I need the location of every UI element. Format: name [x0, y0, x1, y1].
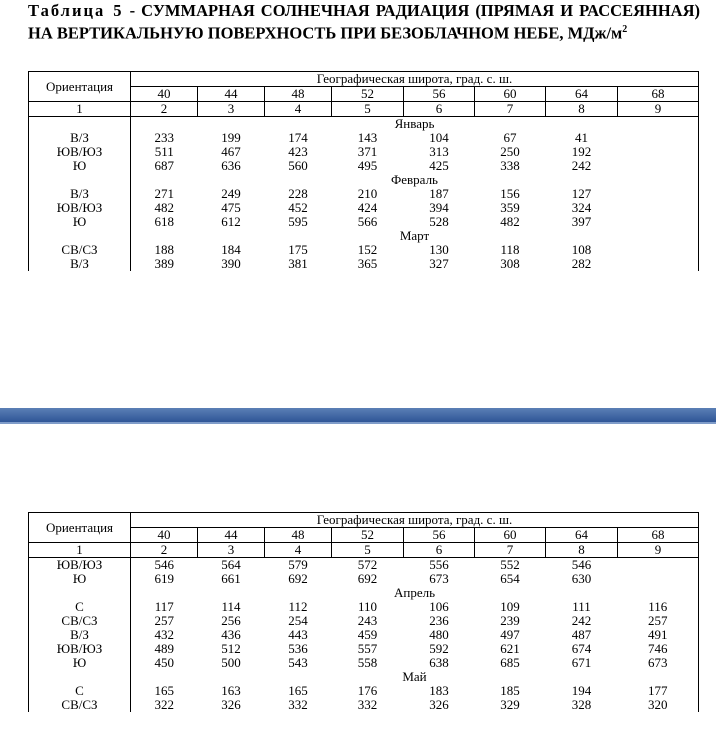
- table-caption: - СУММАРНАЯ СОЛНЕЧНАЯ РАДИАЦИЯ (ПРЯМАЯ И РАССЕЯННАЯ) НА ВЕРТИКАЛЬНУЮ ПОВЕРХНОСТЬ ПРИ БЕЗОБЛАЧНОМ НЕБЕ, МДж/м: [28, 1, 700, 43]
- value-cell: 177: [618, 684, 699, 698]
- latitude-cell: 60: [475, 87, 546, 102]
- value-cell: 257: [154, 613, 174, 628]
- table-row: [29, 642, 699, 656]
- table-label: Таблица 5: [28, 1, 124, 20]
- value-cell: 425: [429, 158, 449, 173]
- column-number-row: [29, 102, 699, 117]
- value-cell: 236: [429, 613, 449, 628]
- value-cell: 324: [571, 200, 592, 215]
- orientation-cell: С: [29, 600, 131, 614]
- value-cell: 194: [571, 683, 592, 698]
- table-title: [28, 1, 700, 43]
- column-number-cell: 2: [131, 543, 198, 558]
- value-cell: 546: [571, 557, 592, 572]
- latitude-cell: 44: [198, 87, 265, 102]
- value-cell: 176: [357, 683, 378, 698]
- orientation-cell: СВ/СЗ: [29, 243, 131, 257]
- table-row: [29, 159, 699, 173]
- table-row: [29, 215, 699, 229]
- value-cell: 450: [154, 655, 174, 670]
- value-cell: 579: [288, 557, 308, 572]
- value-cell: 108: [571, 242, 592, 257]
- value-cell: 110: [357, 599, 378, 614]
- column-number-cell: 1: [29, 102, 131, 117]
- value-cell: 156: [500, 186, 520, 201]
- value-cell: 185: [500, 683, 520, 698]
- value-cell: 257: [618, 614, 699, 628]
- value-cell: 394: [429, 200, 449, 215]
- value-cell: 638: [429, 655, 449, 670]
- value-cell: 482: [500, 214, 520, 229]
- value-cell: 165: [288, 683, 308, 698]
- value-cell: [618, 215, 699, 229]
- value-cell: 109: [500, 599, 520, 614]
- value-cell: 436: [221, 627, 241, 642]
- value-cell: 480: [429, 627, 449, 642]
- value-cell: 282: [571, 256, 592, 271]
- value-cell: 114: [221, 599, 241, 614]
- month-row: [29, 670, 699, 684]
- table-row: [29, 614, 699, 628]
- value-cell: 143: [357, 130, 378, 145]
- value-cell: 475: [221, 200, 241, 215]
- value-cell: 118: [500, 242, 520, 257]
- latitude-cell: 68: [618, 528, 699, 543]
- value-cell: 313: [429, 144, 449, 159]
- value-cell: 546: [154, 557, 174, 572]
- value-cell: 116: [618, 600, 699, 614]
- latitude-cell: 44: [198, 528, 265, 543]
- radiation-table-page-1: [28, 71, 699, 271]
- table-row: [29, 243, 699, 257]
- header-row: [29, 513, 699, 528]
- table-row: [29, 257, 699, 271]
- value-cell: 127: [571, 186, 592, 201]
- value-cell: 487: [571, 627, 592, 642]
- value-cell: [618, 145, 699, 159]
- value-cell: 671: [571, 655, 592, 670]
- orientation-cell: ЮВ/ЮЗ: [29, 558, 131, 573]
- column-number-cell: 5: [332, 102, 404, 117]
- value-cell: 390: [221, 256, 241, 271]
- column-number-cell: 4: [265, 102, 332, 117]
- table-row: [29, 656, 699, 670]
- value-cell: 192: [571, 144, 592, 159]
- month-row: [29, 229, 699, 243]
- month-label: Февраль: [131, 173, 699, 187]
- orientation-header: Ориентация: [29, 72, 131, 102]
- latitude-cell: 48: [265, 87, 332, 102]
- value-cell: 572: [357, 557, 378, 572]
- value-cell: 687: [154, 158, 174, 173]
- column-number-row: [29, 543, 699, 558]
- value-cell: 618: [154, 214, 174, 229]
- value-cell: 242: [571, 613, 592, 628]
- value-cell: 612: [221, 214, 241, 229]
- value-cell: 174: [288, 130, 308, 145]
- value-cell: 326: [221, 697, 241, 712]
- value-cell: 327: [429, 256, 449, 271]
- value-cell: 692: [357, 571, 378, 586]
- value-cell: 152: [357, 242, 378, 257]
- value-cell: 175: [288, 242, 308, 257]
- latitude-header: Географическая широта, град. с. ш.: [131, 72, 699, 87]
- value-cell: 512: [221, 641, 241, 656]
- value-cell: 326: [429, 697, 449, 712]
- value-cell: 432: [154, 627, 174, 642]
- table-row: [29, 684, 699, 698]
- value-cell: 183: [429, 683, 449, 698]
- value-cell: 228: [288, 186, 308, 201]
- table-row: [29, 558, 699, 573]
- page-separator: [0, 408, 716, 424]
- value-cell: 746: [618, 642, 699, 656]
- value-cell: 322: [154, 697, 174, 712]
- value-cell: 674: [571, 641, 592, 656]
- value-cell: 673: [618, 656, 699, 670]
- table-row: [29, 131, 699, 145]
- value-cell: 210: [357, 186, 378, 201]
- header-row: [29, 72, 699, 87]
- value-cell: 566: [357, 214, 378, 229]
- value-cell: 308: [500, 256, 520, 271]
- value-cell: 242: [571, 158, 592, 173]
- value-cell: 661: [221, 571, 241, 586]
- table-row: [29, 698, 699, 712]
- value-cell: 163: [221, 683, 241, 698]
- value-cell: 443: [288, 627, 308, 642]
- value-cell: 250: [500, 144, 520, 159]
- value-cell: 423: [288, 144, 308, 159]
- value-cell: 619: [154, 571, 174, 586]
- value-cell: 271: [154, 186, 174, 201]
- value-cell: 397: [571, 214, 592, 229]
- table-row: [29, 201, 699, 215]
- month-row: [29, 173, 699, 187]
- value-cell: 489: [154, 641, 174, 656]
- value-cell: [618, 257, 699, 271]
- month-label: Май: [131, 670, 699, 684]
- orientation-cell: ЮВ/ЮЗ: [29, 642, 131, 656]
- orientation-header: Ориентация: [29, 513, 131, 543]
- value-cell: 67: [503, 130, 517, 145]
- column-number-cell: 4: [265, 543, 332, 558]
- value-cell: 557: [357, 641, 378, 656]
- column-number-cell: 1: [29, 543, 131, 558]
- table-row: [29, 187, 699, 201]
- value-cell: 636: [221, 158, 241, 173]
- value-cell: 556: [429, 557, 449, 572]
- value-cell: 692: [288, 571, 308, 586]
- orientation-cell: В/З: [29, 628, 131, 642]
- column-number-cell: 8: [546, 102, 618, 117]
- latitude-cell: 64: [546, 87, 618, 102]
- value-cell: 332: [288, 697, 308, 712]
- value-cell: 112: [288, 599, 308, 614]
- orientation-cell: СВ/СЗ: [29, 698, 131, 712]
- value-cell: 459: [357, 627, 378, 642]
- column-number-cell: 9: [618, 543, 699, 558]
- value-cell: 187: [429, 186, 449, 201]
- orientation-cell: Ю: [29, 656, 131, 670]
- value-cell: [618, 572, 699, 586]
- value-cell: 239: [500, 613, 520, 628]
- value-cell: 332: [357, 697, 378, 712]
- orientation-cell: В/З: [29, 131, 131, 145]
- table-row: [29, 145, 699, 159]
- latitude-cell: 40: [131, 87, 198, 102]
- value-cell: 389: [154, 256, 174, 271]
- orientation-cell: ЮВ/ЮЗ: [29, 145, 131, 159]
- value-cell: 630: [571, 571, 592, 586]
- value-cell: 188: [154, 242, 174, 257]
- latitude-cell: 52: [332, 87, 404, 102]
- month-row: [29, 586, 699, 600]
- latitude-cell: 64: [546, 528, 618, 543]
- value-cell: [618, 131, 699, 145]
- column-number-cell: 8: [546, 543, 618, 558]
- value-cell: 595: [288, 214, 308, 229]
- orientation-cell: Ю: [29, 215, 131, 229]
- column-number-cell: 6: [404, 102, 475, 117]
- value-cell: 424: [357, 200, 378, 215]
- column-number-cell: 2: [131, 102, 198, 117]
- radiation-table-page-2: [28, 512, 699, 712]
- value-cell: 338: [500, 158, 520, 173]
- value-cell: 558: [357, 655, 378, 670]
- table-row: [29, 628, 699, 642]
- value-cell: 254: [288, 613, 308, 628]
- value-cell: 117: [154, 599, 174, 614]
- value-cell: 320: [618, 698, 699, 712]
- value-cell: 111: [572, 599, 591, 614]
- column-number-cell: 7: [475, 102, 546, 117]
- month-label: Январь: [131, 117, 699, 132]
- value-cell: 381: [288, 256, 308, 271]
- value-cell: [618, 187, 699, 201]
- month-row: [29, 117, 699, 132]
- column-number-cell: 7: [475, 543, 546, 558]
- value-cell: [618, 159, 699, 173]
- value-cell: 359: [500, 200, 520, 215]
- value-cell: 491: [618, 628, 699, 642]
- value-cell: 564: [221, 557, 241, 572]
- month-spacer: [29, 173, 131, 187]
- value-cell: 543: [288, 655, 308, 670]
- orientation-cell: СВ/СЗ: [29, 614, 131, 628]
- value-cell: 467: [221, 144, 241, 159]
- value-cell: 329: [500, 697, 520, 712]
- value-cell: 654: [500, 571, 520, 586]
- value-cell: 130: [429, 242, 449, 257]
- orientation-cell: ЮВ/ЮЗ: [29, 201, 131, 215]
- value-cell: 106: [429, 599, 449, 614]
- month-spacer: [29, 586, 131, 600]
- orientation-cell: Ю: [29, 159, 131, 173]
- value-cell: [618, 201, 699, 215]
- value-cell: 199: [221, 130, 241, 145]
- value-cell: 500: [221, 655, 241, 670]
- value-cell: 365: [357, 256, 378, 271]
- orientation-cell: Ю: [29, 572, 131, 586]
- value-cell: 233: [154, 130, 174, 145]
- value-cell: 511: [154, 144, 174, 159]
- column-number-cell: 9: [618, 102, 699, 117]
- latitude-cell: 40: [131, 528, 198, 543]
- latitude-cell: 56: [404, 87, 475, 102]
- value-cell: 256: [221, 613, 241, 628]
- orientation-cell: В/З: [29, 257, 131, 271]
- latitude-cell: 52: [332, 528, 404, 543]
- value-cell: 560: [288, 158, 308, 173]
- month-spacer: [29, 670, 131, 684]
- value-cell: 165: [154, 683, 174, 698]
- latitude-header: Географическая широта, град. с. ш.: [131, 513, 699, 528]
- value-cell: 621: [500, 641, 520, 656]
- value-cell: 452: [288, 200, 308, 215]
- month-spacer: [29, 117, 131, 132]
- orientation-cell: В/З: [29, 187, 131, 201]
- value-cell: 104: [429, 130, 449, 145]
- latitude-cell: 60: [475, 528, 546, 543]
- latitude-cell: 68: [618, 87, 699, 102]
- month-label: Апрель: [131, 586, 699, 600]
- value-cell: 482: [154, 200, 174, 215]
- column-number-cell: 3: [198, 102, 265, 117]
- latitude-cell: 48: [265, 528, 332, 543]
- value-cell: 184: [221, 242, 241, 257]
- value-cell: 497: [500, 627, 520, 642]
- value-cell: 536: [288, 641, 308, 656]
- value-cell: 528: [429, 214, 449, 229]
- column-number-cell: 6: [404, 543, 475, 558]
- value-cell: 685: [500, 655, 520, 670]
- table-row: [29, 572, 699, 586]
- month-spacer: [29, 229, 131, 243]
- value-cell: [618, 243, 699, 257]
- table-row: [29, 600, 699, 614]
- latitude-cell: 56: [404, 528, 475, 543]
- unit-superscript: 2: [622, 24, 628, 35]
- value-cell: 243: [357, 613, 378, 628]
- value-cell: 552: [500, 557, 520, 572]
- value-cell: 495: [357, 158, 378, 173]
- value-cell: 41: [575, 130, 588, 145]
- column-number-cell: 5: [332, 543, 404, 558]
- value-cell: 673: [429, 571, 449, 586]
- value-cell: 249: [221, 186, 241, 201]
- value-cell: 592: [429, 641, 449, 656]
- orientation-cell: С: [29, 684, 131, 698]
- value-cell: 328: [571, 697, 592, 712]
- column-number-cell: 3: [198, 543, 265, 558]
- value-cell: 371: [357, 144, 378, 159]
- value-cell: [618, 558, 699, 573]
- month-label: Март: [131, 229, 699, 243]
